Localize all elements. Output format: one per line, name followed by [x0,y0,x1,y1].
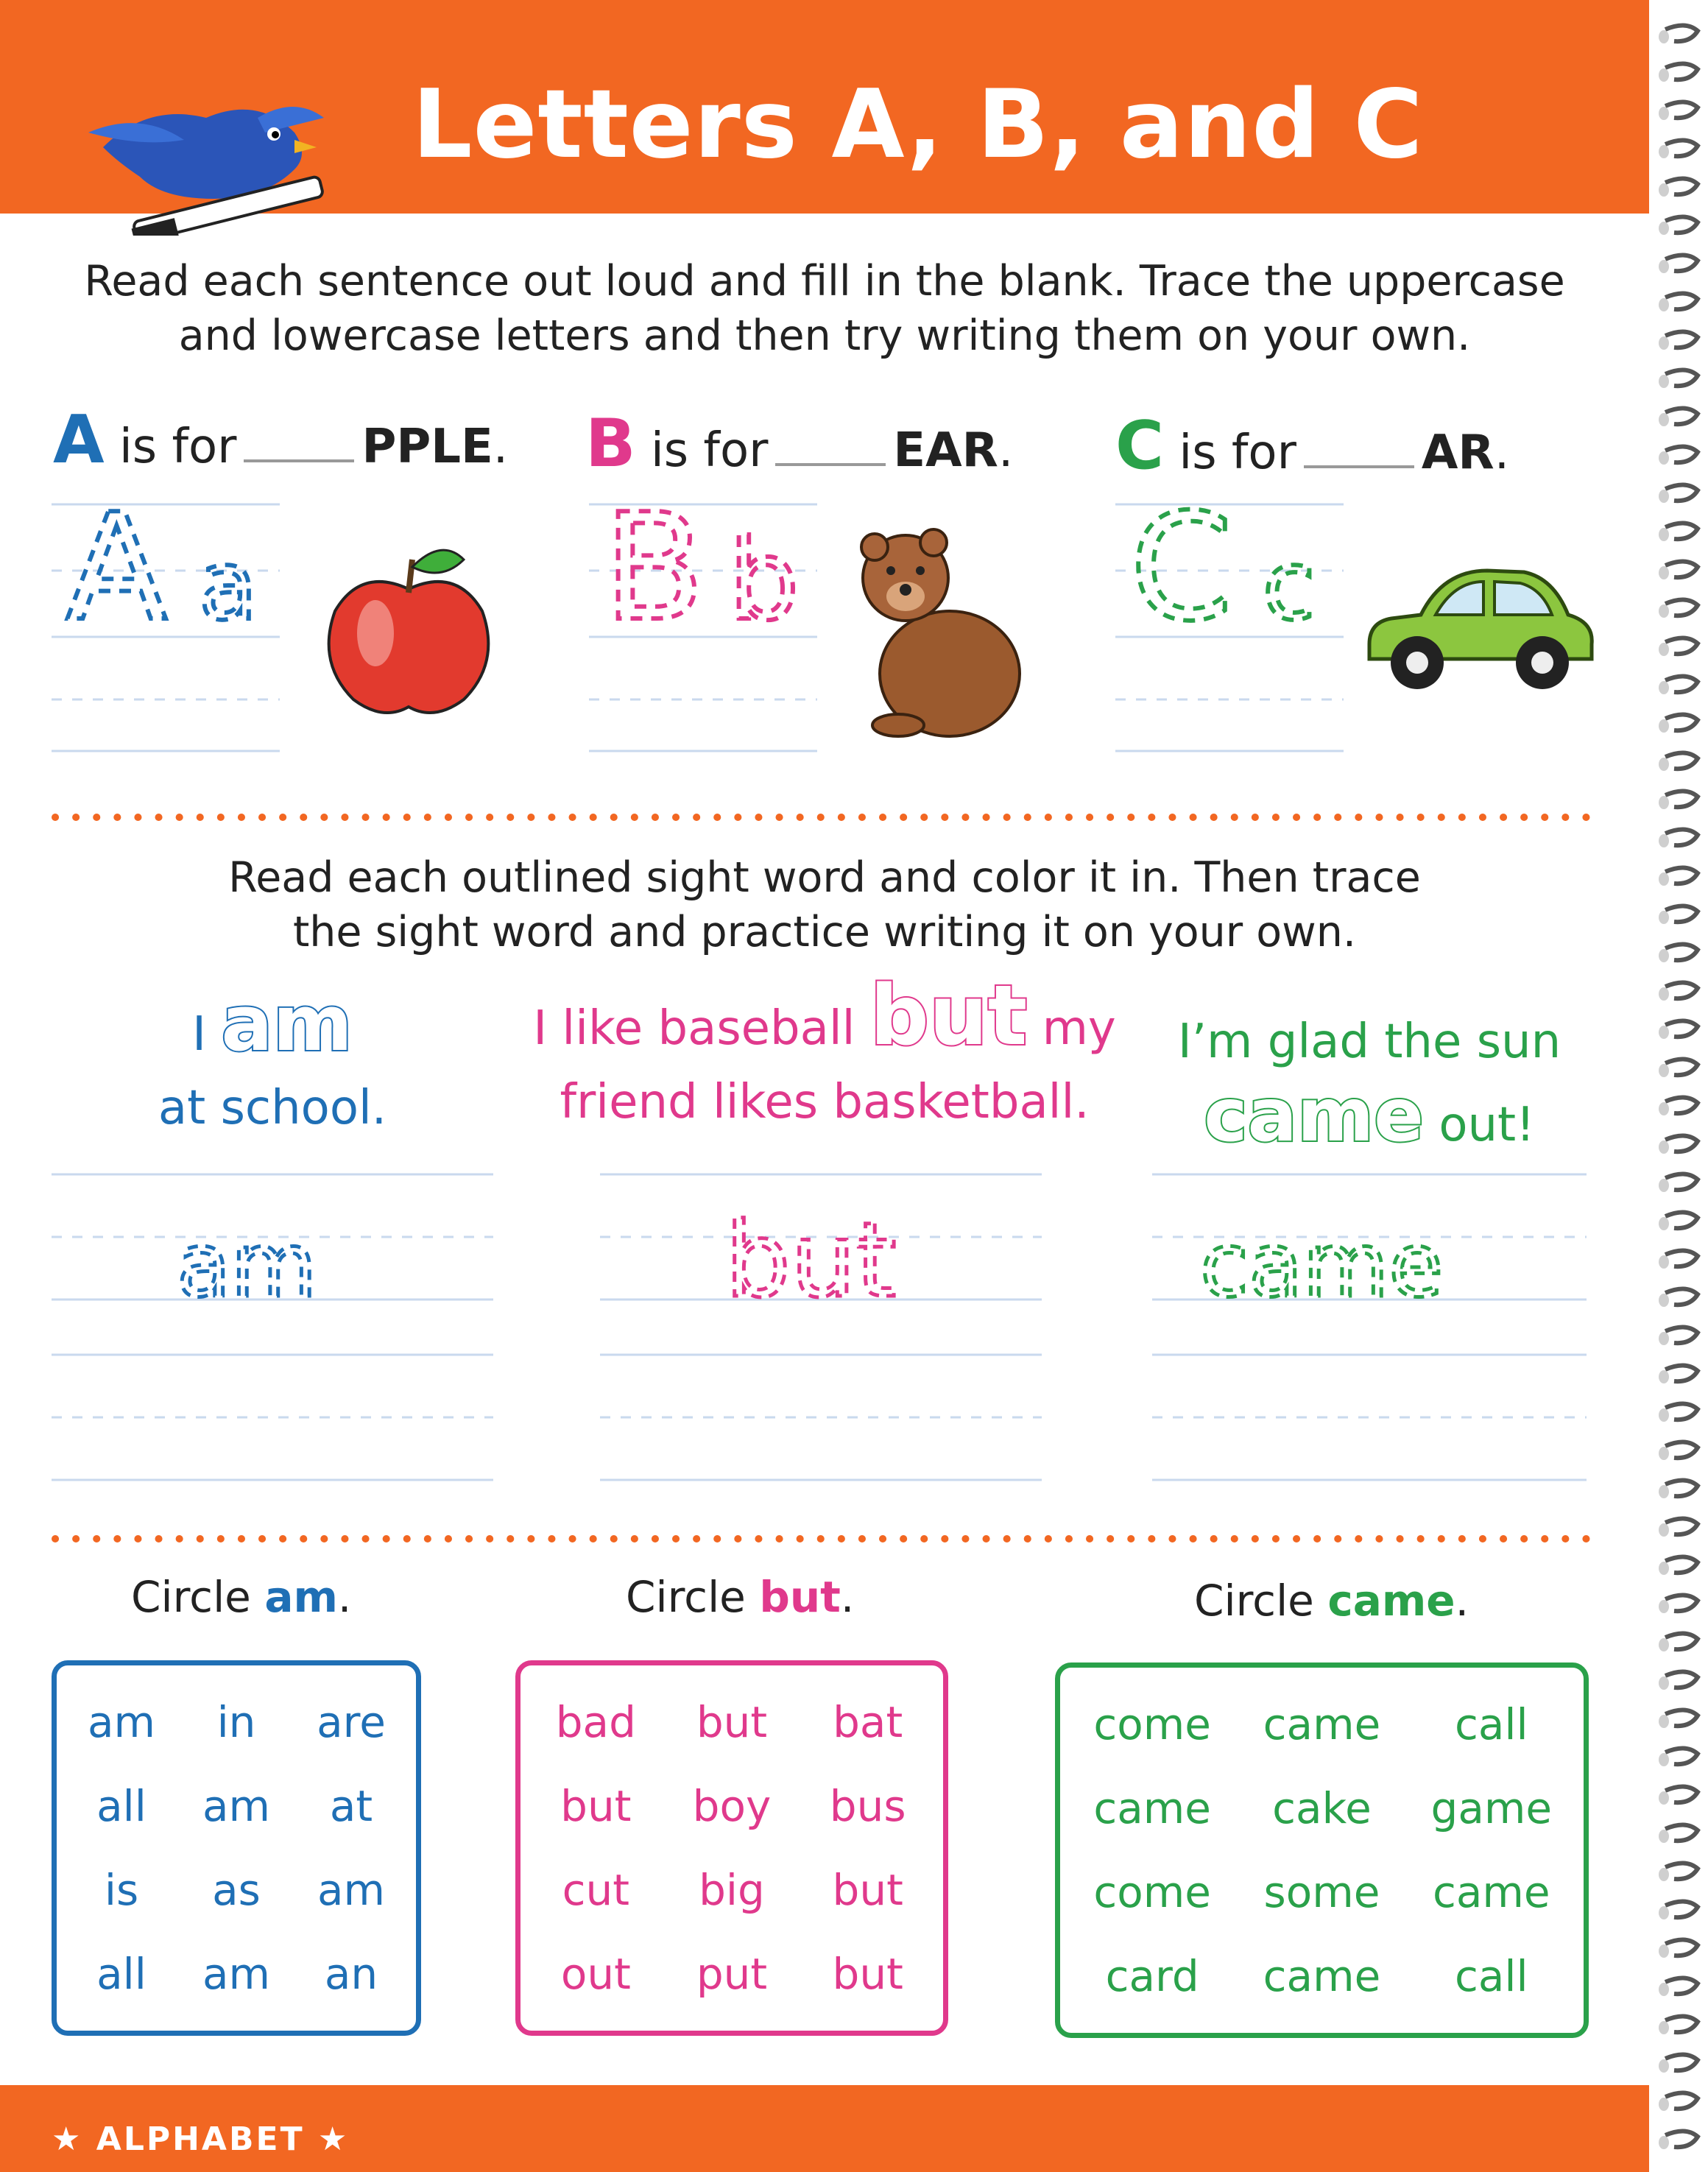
spiral-ring [1665,102,1698,118]
phonics-prefix: is for [119,420,237,474]
spiral-ring [1665,1097,1698,1113]
spiral-ring [1665,331,1698,348]
spiral-ring [1665,791,1698,807]
spiral-ring [1665,1939,1698,1956]
phonics-prefix: is for [1179,426,1296,480]
spiral-ring [1665,1174,1698,1190]
sentence-before: I [192,1007,206,1062]
spiral-ring [1665,1633,1698,1649]
spiral-hole [1659,1523,1669,1537]
spiral-ring [1665,1403,1698,1420]
spiral-hole [1659,796,1669,809]
spiral-ring [1665,1327,1698,1343]
bear-icon [854,526,1023,740]
circle-word[interactable]: bad [555,1697,636,1747]
spiral-hole [1659,260,1669,273]
phonics-word: PPLE [361,420,493,474]
circle-word[interactable]: cut [562,1865,630,1915]
spiral-ring [1665,370,1698,386]
trace-word: am [177,1215,317,1311]
phonics-word: EAR [893,423,998,478]
circle-word[interactable]: came [1263,1699,1381,1749]
spiral-hole [1659,1791,1669,1805]
circle-word[interactable]: put [696,1949,768,1999]
circle-word[interactable]: call [1454,1699,1528,1749]
spiral-hole [1659,1906,1669,1919]
instruction-line: and lowercase letters and then try writing them on your own. [178,311,1471,360]
trace-upper: B [604,486,705,641]
spiral-hole [1659,1868,1669,1881]
trace-letters-b [589,486,832,641]
circle-word[interactable]: but [832,1949,903,1999]
spiral-hole [1659,719,1669,733]
spiral-ring [1665,140,1698,156]
spiral-ring [1665,752,1698,769]
outlined-word[interactable]: but [869,968,1028,1064]
circle-word[interactable]: but [560,1781,632,1831]
trace-lower: c [1263,529,1316,641]
spiral-hole [1659,949,1669,962]
phonics-letter: C [1115,407,1165,484]
spiral-hole [1659,2021,1669,2034]
spiral-ring [1665,638,1698,654]
spiral-binding [1649,0,1708,2172]
circle-word[interactable]: all [96,1949,147,1999]
trace-word-but [718,1178,939,1311]
spiral-ring [1665,25,1698,41]
spiral-hole [1659,222,1669,235]
spiral-ring [1665,178,1698,194]
circle-word[interactable]: boy [692,1781,772,1831]
spiral-hole [1659,1944,1669,1958]
spiral-hole [1659,107,1669,120]
spiral-ring [1665,1595,1698,1611]
phonics-letter: A [53,401,105,479]
footer-label: ★ ALPHABET ★ [52,2120,350,2158]
spiral-hole [1659,451,1669,465]
trace-lower: b [729,517,800,641]
spiral-hole [1659,1447,1669,1460]
spiral-hole [1659,1600,1669,1613]
spiral-hole [1659,298,1669,311]
spiral-ring [1665,1671,1698,1688]
trace-word-came [1193,1207,1546,1311]
fill-blank[interactable] [244,459,354,462]
dotted-divider [52,810,1598,825]
instruction-line: the sight word and practice writing it on your own. [292,908,1357,956]
spiral-hole [1659,911,1669,924]
instructions-mid [0,850,1649,959]
sight-sentence-came [1148,1005,1590,1162]
spiral-hole [1659,566,1669,579]
trace-letters-c [1115,486,1358,641]
circle-word[interactable]: come [1093,1867,1211,1917]
sentence-before: I like baseball [533,1001,855,1056]
spiral-hole [1659,1753,1669,1766]
spiral-ring [1665,293,1698,309]
spiral-ring [1665,2054,1698,2070]
spiral-ring [1665,1288,1698,1305]
fill-blank[interactable] [1304,465,1414,468]
spiral-hole [1659,1485,1669,1498]
spiral-ring [1665,2092,1698,2109]
phonics-word: AR [1421,426,1494,480]
spiral-hole [1659,834,1669,847]
circle-word[interactable]: cake [1272,1783,1372,1833]
circle-word[interactable]: big [699,1865,765,1915]
spiral-ring [1665,1135,1698,1152]
spiral-hole [1659,643,1669,656]
spiral-ring [1665,408,1698,424]
circle-word[interactable]: at [329,1781,373,1831]
spiral-ring [1665,676,1698,692]
car-icon [1362,556,1598,696]
spiral-ring [1665,1556,1698,1573]
spiral-hole [1659,528,1669,541]
sentence-after-inline: my [1042,1001,1116,1056]
fill-blank[interactable] [775,463,886,466]
dotted-divider [52,1531,1598,1546]
spiral-hole [1659,2098,1669,2111]
circle-word[interactable]: call [1454,1951,1528,2001]
circle-word[interactable]: am [87,1697,156,1747]
phonics-letter: B [585,405,636,482]
spiral-hole [1659,375,1669,388]
outlined-word[interactable]: came [1204,1072,1424,1158]
spiral-ring [1665,216,1698,233]
spiral-hole [1659,681,1669,694]
circle-word[interactable]: am [202,1781,271,1831]
spiral-hole [1659,1294,1669,1307]
spiral-ring [1665,714,1698,730]
spiral-hole [1659,1638,1669,1651]
sight-sentence-but [523,968,1126,1139]
phonics-b: B is for EAR. [585,405,1014,482]
spiral-ring [1665,63,1698,80]
spiral-ring [1665,1978,1698,1994]
circle-box-am [52,1660,421,2036]
spiral-hole [1659,30,1669,43]
sight-sentence-am [52,979,493,1145]
apple-icon [317,537,501,722]
circle-word[interactable]: but [832,1865,903,1915]
spiral-hole [1659,604,1669,618]
circle-box-came [1055,1663,1589,2038]
spiral-ring [1665,1786,1698,1802]
spiral-hole [1659,1408,1669,1422]
spiral-ring [1665,1250,1698,1266]
spiral-hole [1659,1102,1669,1115]
circle-title-am: Circle am. [131,1572,352,1622]
spiral-hole [1659,2059,1669,2073]
spiral-ring [1665,484,1698,501]
spiral-hole [1659,183,1669,197]
spiral-hole [1659,1179,1669,1192]
spiral-ring [1665,829,1698,845]
spiral-ring [1665,446,1698,462]
circle-word[interactable]: came [1093,1783,1211,1833]
page-title: Letters A, B, and C [412,70,1424,180]
spiral-ring [1665,255,1698,271]
spiral-ring [1665,906,1698,922]
circle-word[interactable]: some [1263,1867,1380,1917]
circle-word[interactable]: but [696,1697,768,1747]
spiral-hole [1659,1983,1669,1996]
circle-word[interactable]: are [317,1697,386,1747]
spiral-ring [1665,1442,1698,1458]
sentence-after: at school. [158,1081,387,1135]
spiral-ring [1665,1480,1698,1496]
spiral-hole [1659,336,1669,350]
circle-word[interactable]: came [1263,1951,1381,2001]
spiral-ring [1665,1212,1698,1228]
sentence-before: I’m glad the sun [1177,1015,1561,1069]
circle-box-but [515,1660,948,2036]
circle-word[interactable]: am [317,1865,386,1915]
spiral-ring [1665,1824,1698,1841]
phonics-prefix: is for [650,423,769,478]
spiral-hole [1659,68,1669,82]
bird-icon [74,88,353,236]
sentence-after: friend likes basketball. [560,1075,1090,1129]
spiral-hole [1659,413,1669,426]
spiral-hole [1659,1140,1669,1154]
trace-word: but [725,1201,897,1311]
circle-word[interactable]: all [96,1781,147,1831]
spiral-hole [1659,1255,1669,1269]
circle-word[interactable]: out [560,1949,631,1999]
circle-word[interactable]: card [1105,1951,1199,2001]
spiral-hole [1659,987,1669,1001]
spiral-hole [1659,490,1669,503]
spiral-ring [1665,561,1698,577]
spiral-hole [1659,145,1669,158]
circle-word[interactable]: bus [829,1781,906,1831]
spiral-ring [1665,867,1698,884]
spiral-ring [1665,523,1698,539]
spiral-ring [1665,1518,1698,1534]
spiral-hole [1659,2136,1669,2149]
spiral-hole [1659,1026,1669,1039]
spiral-ring [1665,1365,1698,1381]
spiral-ring [1665,1901,1698,1917]
spiral-ring [1665,1863,1698,1879]
spiral-ring [1665,1748,1698,1764]
spiral-hole [1659,1217,1669,1230]
circle-word[interactable]: an [324,1949,378,1999]
spiral-ring [1665,2131,1698,2147]
trace-word: came [1200,1215,1444,1311]
spiral-ring [1665,1710,1698,1726]
circle-word[interactable]: as [212,1865,261,1915]
spiral-ring [1665,1059,1698,1075]
spiral-hole [1659,1676,1669,1690]
instructions-top [0,254,1649,363]
circle-title-but: Circle but. [626,1572,855,1622]
outlined-word[interactable]: am [221,979,353,1068]
spiral-hole [1659,1332,1669,1345]
circle-word[interactable]: came [1433,1867,1550,1917]
circle-word[interactable]: come [1093,1699,1211,1749]
spiral-hole [1659,1562,1669,1575]
trace-upper: A [66,486,167,641]
spiral-ring [1665,944,1698,960]
trace-upper: C [1130,486,1233,641]
circle-word[interactable]: game [1430,1783,1553,1833]
spiral-ring [1665,1020,1698,1037]
trace-lower: a [199,529,258,641]
spiral-ring [1665,982,1698,998]
trace-word-am [169,1207,390,1311]
spiral-ring [1665,2016,1698,2032]
sentence-after: out! [1439,1098,1535,1152]
spiral-hole [1659,1830,1669,1843]
spiral-hole [1659,1715,1669,1728]
instruction-line: Read each outlined sight word and color it in. Then trace [228,853,1421,902]
spiral-ring [1665,599,1698,616]
circle-title-came: Circle came. [1194,1576,1469,1626]
spiral-hole [1659,758,1669,771]
phonics-c: C is for AR. [1115,407,1510,484]
phonics-a: A is for PPLE. [53,401,509,479]
instruction-line: Read each sentence out loud and fill in the blank. Trace the uppercase [84,257,1565,306]
circle-word[interactable]: bat [833,1697,903,1747]
circle-word[interactable]: am [202,1949,271,1999]
trace-letters-a [52,486,294,641]
circle-word[interactable]: is [104,1865,139,1915]
spiral-hole [1659,1064,1669,1077]
circle-word[interactable]: in [216,1697,256,1747]
spiral-hole [1659,872,1669,886]
spiral-hole [1659,1370,1669,1383]
